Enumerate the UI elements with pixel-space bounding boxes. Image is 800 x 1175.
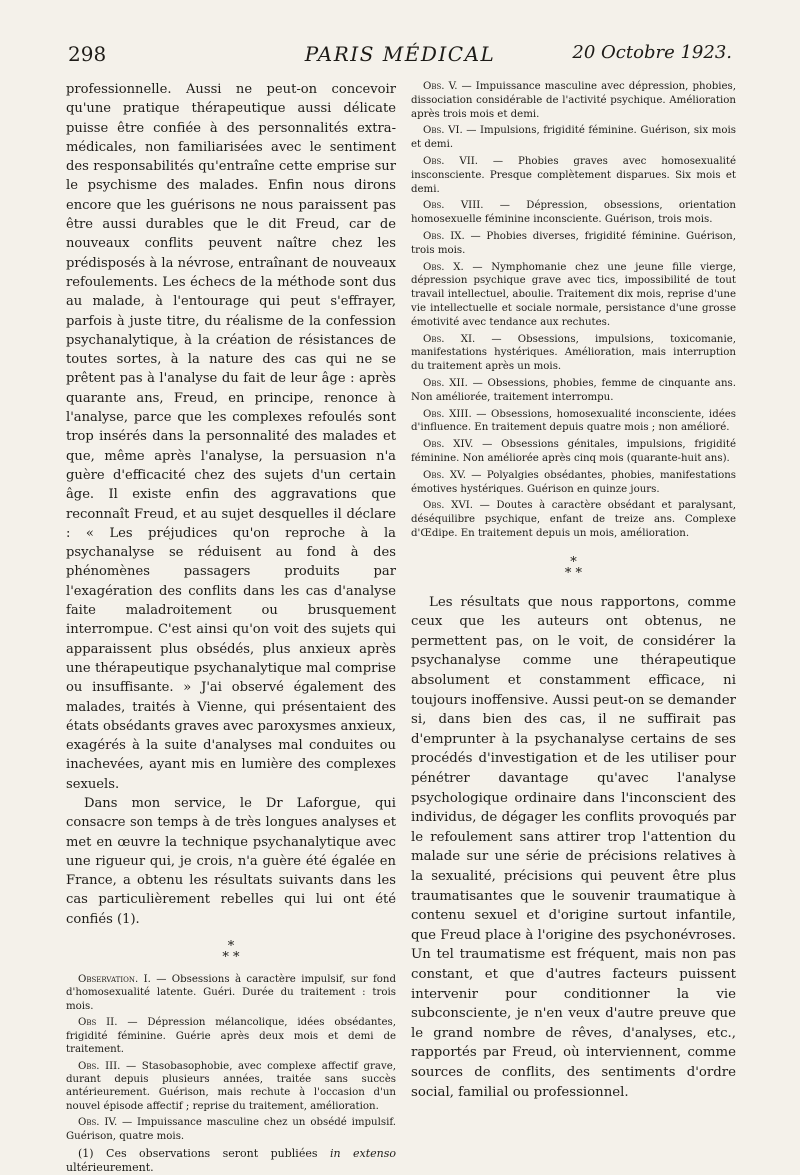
observation-label: Observation. I. xyxy=(78,974,151,986)
journal-title: PARIS MÉDICAL xyxy=(304,42,496,66)
observation-entry xyxy=(411,261,736,330)
body-paragraph: Dans mon service, le Dr Laforgue, qui consacre son temps à de très longues analyses et met en œuvre la technique psychanalytique avec une rigueur qui, je crois, n'a guère été égalée en France, a obtenu les résultats suivants dans les cas particulièrement rebelles qui lui ont été confiés (1). xyxy=(66,795,396,927)
observation-text: — Phobies diverses, frigidité féminine. Guérison, trois mois. xyxy=(411,230,736,256)
issue-date: 20 Octobre 1923. xyxy=(572,42,732,63)
observation-entry xyxy=(411,408,736,436)
observation-text: — Impuissance masculine chez un obsédé impulsif. Guérison, quatre mois. xyxy=(66,1117,396,1142)
observation-label: Obs. X. xyxy=(423,261,464,273)
observation-text: — Stasobasophobie, avec complexe affectif grave, durant depuis plusieurs années, traitée sans succès antérieurement. Guérison, mais rechute à l'occasion d'un nouvel épisode affectif ; reprise du traitement, amélioration. xyxy=(66,1060,396,1112)
observation-label: Obs. VIII. xyxy=(423,200,484,212)
observation-entry xyxy=(411,230,736,258)
observation-entry xyxy=(411,80,736,121)
observation-text: — Nymphomanie chez une jeune fille vierge, dépression psychique grave avec tics, impossibilité de tout travail intellectuel, aboulie. Traitement dix mois, reprise d'une vie intellectuelle et sociale normale, persistance d'une grosse émotivité avec tendance aux rechutes. xyxy=(411,261,736,328)
page-number: 298 xyxy=(68,42,107,66)
observation-text: — Phobies graves avec homosexualité insconsciente. Presque complètement disparues. Six mois et demi. xyxy=(411,155,736,195)
observation-text: — Obsessions, impulsions, toxicomanie, manifestations hystériques. Amélioration, mais interruption du traitement après un mois. xyxy=(411,333,736,373)
observation-label: Obs. V. xyxy=(423,81,458,92)
body-paragraph: professionnelle. Aussi ne peut-on concevoir qu'une pratique thérapeutique aussi délicate puisse être confiée à des personnalités extra-médicales, non familiarisées avec le sentiment des responsabilités qu'entraîne cette emprise sur le psychisme des malades. Enfin nous dirons encore que les guérisons ne nous paraissent pas être aussi durables que le dit Freud, car de nouveaux conflits peuvent naître chez les prédisposés à la névrose, entraînant de nouveaux refoulements. Les échecs de la méthode sont dus au malade, à l'entourage qui peut s'effrayer, parfois à juste titre, du réalisme de la confession psychanalytique, à la création de résistances de toutes sortes, à la nature des cas qui ne se prêtent pas à l'analyse du fait de leur âge : après quarante ans, Freud, en principe, renonce à l'analyse, parce que les complexes refoulés sont trop insérés dans la personnalité des malades et que, même après l'analyse, la persuasion n'a guère d'efficacité chez des sujets d'un certain âge. Il existe enfin des aggravations que reconnaît Freud, et au sujet desquelles il déclare : « Les préjudices qu'on reproche à la psychanalyse se réduisent au fond à des phénomènes passagers produits par l'exagération des conflits dans les cas d'analyse faite maladroitement ou brusquement interrompue. C'est ainsi qu'on voit des sujets qui apparaissent plus obsédés, plus anxieux après une thérapeutique psychanalytique mal comprise ou insuffisante. » J'ai observé également des malades, traités à Vienne, qui présentaient des états obsédants graves avec paroxysmes anxieux, exagérés à la suite d'analyses mal conduites ou inachevées, ayant mis en lumière des complexes sexuels. xyxy=(66,82,396,792)
observation-label: Obs. IX. xyxy=(423,230,465,242)
observation-text: — Obsessions, homosexualité inconsciente, idées d'influence. En traitement depuis quatre mois ; non amélioré. xyxy=(411,408,736,434)
observation-label: Obs. VI. xyxy=(423,125,463,137)
observation-entry xyxy=(66,1060,396,1114)
observation-text: — Doutes à caractère obsédant et paralysant, déséquilibre psychique, enfant de treize ans. Complexe d'Œdipe. En traitement depuis un mois, amélioration. xyxy=(411,500,736,539)
observation-entry xyxy=(411,499,736,540)
footnote: (1) Ces observations seront publiées in extenso ultérieurement. xyxy=(66,1146,396,1174)
observation-label: Obs II. xyxy=(78,1017,118,1029)
observation-entry xyxy=(66,1116,396,1143)
observation-text: — Obsessions à caractère impulsif, sur fond d'homosexualité latente. Guéri. Durée du traitement : trois mois. xyxy=(66,974,396,1012)
observation-label: Obs. IV. xyxy=(78,1117,118,1129)
observation-text: — Dépression, obsessions, orientation homosexuelle féminine inconsciente. Guérison, trois mois. xyxy=(411,200,736,226)
observation-entry xyxy=(411,333,736,374)
observation-entry xyxy=(66,1016,396,1056)
observation-text: — Dépression mélancolique, idées obsédantes, frigidité féminine. Guérie après deux mois et demi de traitement. xyxy=(66,1017,396,1056)
observation-entry xyxy=(411,438,736,466)
observation-label: Obs. XII. xyxy=(423,377,468,389)
observation-label: Obs. XV. xyxy=(423,469,466,481)
observation-entry xyxy=(66,973,396,1013)
observation-entry xyxy=(411,199,736,227)
observation-label: Obs. III. xyxy=(78,1060,121,1072)
observation-label: Obs. XI. xyxy=(423,333,476,345)
section-separator: * * * xyxy=(564,554,583,581)
observation-label: Obs. XIV. xyxy=(423,439,474,451)
page-header xyxy=(68,42,732,70)
observation-text: — Impuissance masculine avec dépression, phobies, dissociation considérable de l'activité psychique. Amélioration après trois mois et demi. xyxy=(411,81,736,120)
observation-text: — Impulsions, frigidité féminine. Guérison, six mois et demi. xyxy=(411,125,736,151)
observation-text: — Obsessions génitales, impulsions, frigidité féminine. Non améliorée après cinq mois (quarante-huit ans). xyxy=(411,439,736,464)
observation-label: Obs. XIII. xyxy=(423,408,472,420)
observation-text: — Polyalgies obsédantes, phobies, manifestations émotives hystériques. Guérison en quinze jours. xyxy=(411,469,736,495)
left-column xyxy=(66,80,396,1175)
right-column xyxy=(411,80,736,1102)
section-separator: * * * xyxy=(222,939,240,966)
observation-label: Obs. XVI. xyxy=(423,500,473,512)
observation-entry xyxy=(411,124,736,152)
observation-label: Obs. VII. xyxy=(423,155,479,167)
body-paragraph: Les résultats que nous rapportons, comme ceux que les auteurs ont obtenus, ne permettent pas, on le voit, de considérer la psychanalyse comme une thérapeutique absolument et constamment efficace, ni toujours inoffensive. Aussi peut-on se demander si, dans bien des cas, il ne suffirait pas d'emprunter à la psychanalyse certains de ses procédés d'investigation et de les utiliser pour pénétrer davantage qu'avec l'analyse psychologique ordinaire dans l'inconscient des individus, de dégager les conflits provoqués par le refoulement sans attirer trop l'attention du malade sur une série de précisions relatives à la sexualité, précisions qui peuvent être plus traumatisantes que le souvenir traumatique à contenu sexuel et d'origine surtout infantile, que Freud place à l'origine des psychonévroses. Un tel traumatisme est fréquent, mais non pas constant, et que d'autres facteurs puissent intervenir pour conditionner la vie subconsciente, je n'en veux d'autre preuve que le grand nombre de rêves, d'analyses, etc., rapportés par Freud, où interviennent, comme sources de conflits, des sentiments d'ordre social, familial ou professionnel. xyxy=(411,594,736,1100)
observation-text: — Obsessions, phobies, femme de cinquante ans. Non améliorée, traitement interrompu. xyxy=(411,377,736,403)
observation-entry xyxy=(411,469,736,497)
observation-entry xyxy=(411,155,736,196)
observation-entry xyxy=(411,377,736,405)
